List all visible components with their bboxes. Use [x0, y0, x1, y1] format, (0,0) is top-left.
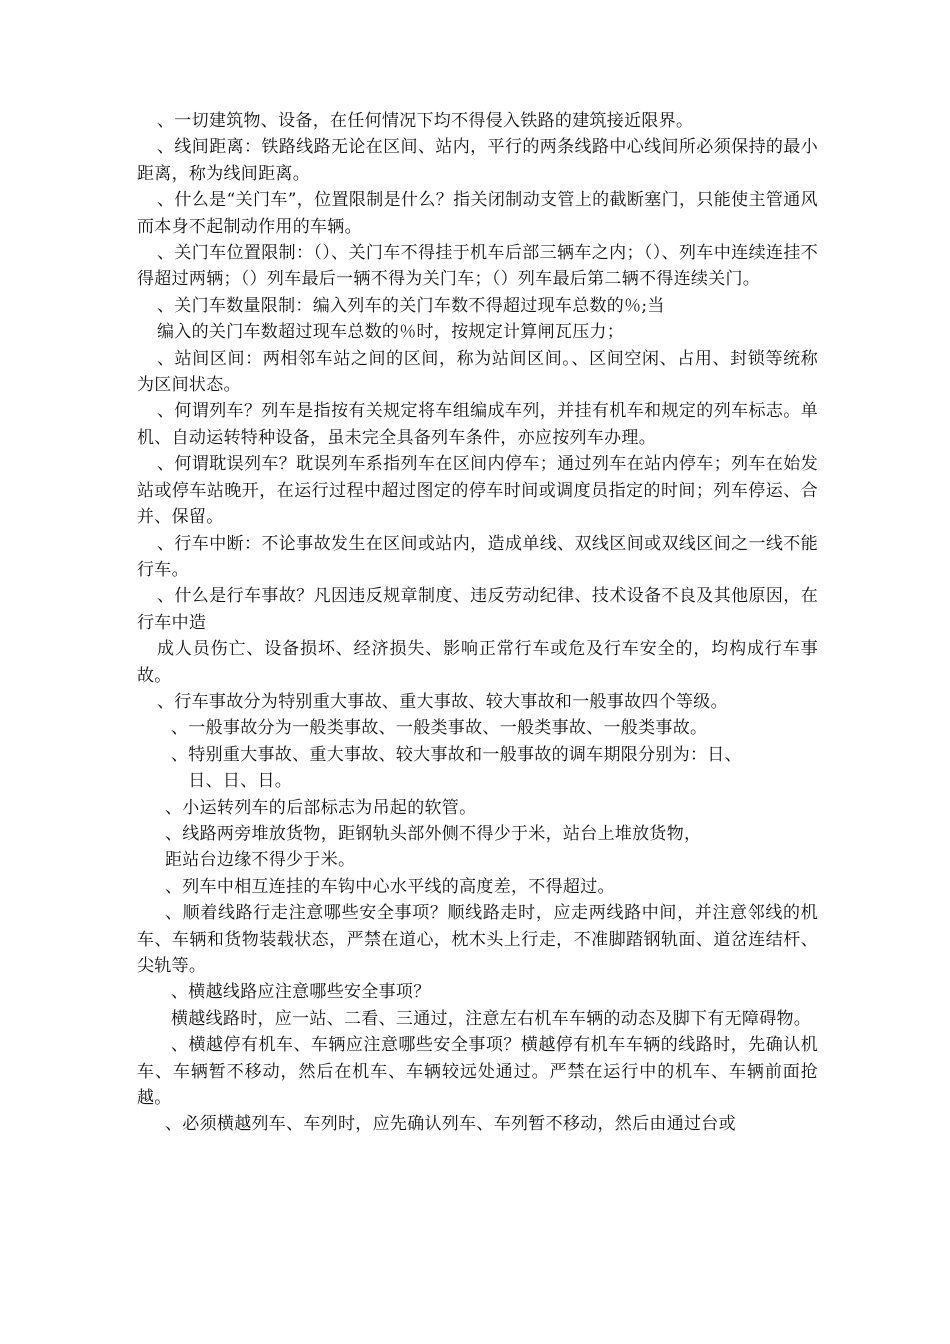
paragraph-line: 、一切建筑物、设备，在任何情况下均不得侵入铁路的建筑接近限界。 [157, 111, 694, 131]
paragraph [137, 821, 818, 874]
paragraph-line: 、列车中相互连挂的车钩中心水平线的高度差，不得超过。 [165, 876, 615, 897]
paragraph [137, 795, 818, 821]
paragraph [137, 531, 818, 584]
paragraph [137, 874, 818, 900]
paragraph [137, 1032, 818, 1111]
paragraph-line: 、线路两旁堆放货物，距钢轨头部外侧不得少于米，站台上堆放货物， [165, 823, 702, 844]
paragraph-line: 、站间区间：两相邻车站之间的区间，称为站间区间。、区间空闲、占用、封锁等统称为区间状态。 [137, 348, 818, 396]
paragraph-line: 、特别重大事故、重大事故、较大事故和一般事故的调车期限分别为：日、 [171, 744, 742, 765]
paragraph [137, 689, 818, 715]
paragraph-line: 、横越线路应注意哪些安全事项？ [171, 982, 431, 1003]
paragraph-line: 、行车中断：不论事故发生在区间或站内，造成单线、双线区间或双线区间之一线不能行车。 [137, 533, 818, 580]
paragraph-line: 、何谓耽误列车？耽误列车系指列车在区间内停车；通过列车在站内停车；列车在始发站或停车站晚开，在运行过程中超过图定的停车时间或调度员指定的时间；列车停运、合并、保留。 [137, 454, 818, 528]
paragraph-line: 成人员伤亡、设备损坏、经济损失、影响正常行车或危及行车安全的，均构成行车事故。 [137, 639, 818, 686]
paragraph [137, 1111, 818, 1137]
paragraph [137, 240, 818, 293]
paragraph-line: 编入的关门车数超过现车总数的％时，按规定计算闸瓦压力； [157, 322, 625, 343]
paragraph-line: 距站台边缘不得少于米。 [165, 850, 356, 871]
paragraph-line: 、行车事故分为特别重大事故、重大事故、较大事故和一般事故四个等级。 [157, 691, 728, 712]
paragraph-line: 、线间距离：铁路线路无论在区间、站内，平行的两条线路中心线间所必须保持的最小距离，称为线间距离。 [137, 137, 818, 184]
paragraph [137, 900, 818, 979]
paragraph-line: 、横越停有机车、车辆应注意哪些安全事项？横越停有机车车辆的线路时，先确认机车、车辆暂不移动，然后在机车、车辆较远处通过。严禁在运行中的机车、车辆前面抢越。 [137, 1035, 818, 1109]
paragraph-line: 、必须横越列车、车列时，应先确认列车、车列暂不移动，然后由通过台或 [165, 1114, 736, 1135]
paragraph [137, 451, 818, 530]
paragraph [137, 293, 818, 346]
paragraph [137, 134, 818, 187]
paragraph-line: 、顺着线路行走注意哪些安全事项？顺线路走时，应走两线路中间，并注意邻线的机车、车辆和货物装载状态，严禁在道心，枕木头上行走，不准脚踏钢轨面、道岔连结杆、尖轨等。 [137, 903, 818, 976]
paragraph-line: 、小运转列车的后部标志为吊起的软管。 [165, 797, 477, 818]
paragraph [137, 742, 818, 795]
paragraph-line: 日、日、日。 [171, 771, 293, 792]
paragraph [137, 108, 818, 134]
paragraph-line: 、一般事故分为一般类事故、一般类事故、一般类事故、一般类事故。 [171, 718, 708, 739]
paragraph [137, 583, 818, 689]
paragraph [137, 979, 818, 1032]
paragraph-line: 、关门车位置限制：（）、关门车不得挂于机车后部三辆车之内；（）、列车中连续连挂不得超过两辆；（）列车最后一辆不得为关门车；（）列车最后第二辆不得连续关门。 [137, 243, 818, 290]
paragraph [137, 398, 818, 451]
paragraph-line: 、什么是行车事故？凡因违反规章制度、违反劳动纪律、技术设备不良及其他原因，在行车中造 [137, 586, 818, 633]
paragraph [137, 346, 818, 399]
paragraph-line: 、什么是“关门车”，位置限制是什么？指关闭制动支管上的截断塞门，只能使主管通风而本身不起制动作用的车辆。 [137, 190, 818, 237]
paragraph [137, 715, 818, 741]
paragraph [137, 187, 818, 240]
paragraph-line: 、关门车数量限制：编入列车的关门车数不得超过现车总数的％;当 [157, 295, 665, 316]
paragraph-line: 横越线路时，应一站、二看、三通过，注意左右机车车辆的动态及脚下有无障碍物。 [171, 1008, 812, 1029]
paragraph-line: 、何谓列车？列车是指按有关规定将车组编成车列，并挂有机车和规定的列车标志。单机、自动运转特种设备，虽未完全具备列车条件，亦应按列车办理。 [137, 401, 818, 448]
